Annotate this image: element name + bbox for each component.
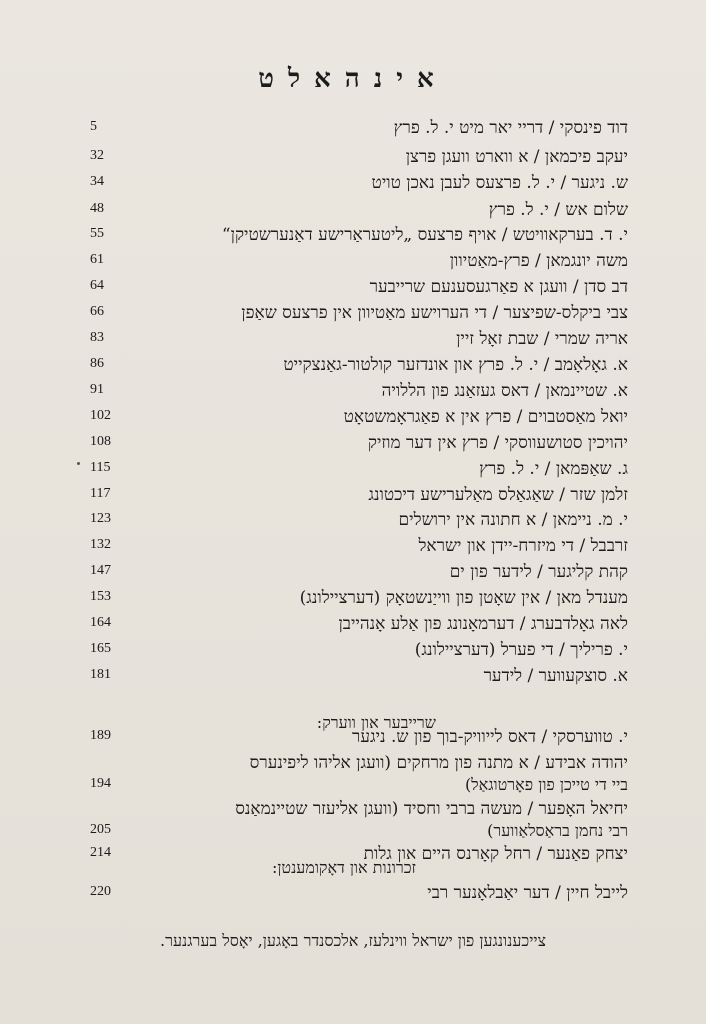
toc-page-number: 194 [90, 776, 111, 791]
toc-page-number: 66 [90, 304, 104, 319]
toc-row [80, 380, 628, 406]
toc-entry-title: יחיאל האָפער / מעשה ברבי וחסיד (וועגן אליעזר שטיינמאַנס [235, 799, 628, 819]
toc-page-number: 132 [90, 537, 111, 552]
toc-row [80, 328, 628, 354]
toc-entry-subtitle: רבי נחמן בראַסלאַווער) [487, 821, 628, 840]
toc-row [80, 432, 628, 458]
toc-entry-title: קהת קליגער / לידער פון ים [449, 562, 628, 582]
toc-entry-title: שלום אש / י. ל. פרץ [488, 200, 628, 220]
toc-entry-title: ג. שאַפּמאן / י. ל. פרץ [479, 459, 628, 479]
toc-page-number: 32 [90, 148, 104, 163]
toc-entry-title: לאה גאָלדבערג / דערמאָנונג פון אַלע אָנהייבן [338, 614, 628, 634]
toc-entry-title: יהויכין סטושעווסקי / פרץ אין דער מוזיק [367, 433, 628, 453]
toc-entry-title: דוד פינסקי / דריי יאר מיט י. ל. פרץ [393, 118, 628, 138]
toc-entry-title: מענדל מאן / אין שאָטן פון ווייַנשטאָק (דערציילונג) [299, 588, 628, 608]
toc-page-number: 108 [90, 434, 111, 449]
toc-page-number: 64 [90, 278, 104, 293]
toc-page-number: 5 [90, 119, 97, 134]
toc-entry-title: זרבבל / די מיזרח-יידן און ישראל [418, 536, 628, 556]
toc-entry-title: לייבל חיין / דער יאַבלאָנער רבי [427, 883, 628, 903]
toc-page-number: 34 [90, 174, 104, 189]
toc-page-number: 102 [90, 408, 111, 423]
toc-row [80, 882, 628, 908]
toc-row [80, 276, 628, 302]
toc-page-number: 123 [90, 511, 111, 526]
toc-entry-title: י. מ. ניימאן / א חתונה אין ירושלים [398, 510, 628, 530]
toc-row [80, 613, 628, 639]
section-heading-writers: שרייבער און ווערק: [316, 713, 436, 732]
toc-row [80, 665, 628, 691]
toc-page-number: 117 [90, 486, 111, 501]
toc-page-number: 48 [90, 201, 104, 216]
toc-row [80, 458, 628, 484]
toc-row [80, 406, 628, 432]
toc-row [80, 561, 628, 587]
toc-page-number: 83 [90, 330, 104, 345]
toc-page-number: 220 [90, 884, 111, 899]
toc-page-number: 214 [90, 845, 111, 860]
toc-page-number: 189 [90, 728, 111, 743]
toc-row [80, 798, 628, 840]
toc-row [80, 535, 628, 561]
toc-entry-title: דב סדן / וועגן א פאַרגעסענעם שרייבער [369, 277, 628, 297]
toc-row [80, 172, 628, 198]
toc-entry-title: יואל מאַסטבוים / פרץ אין א פאַגראָמשטאָט [343, 407, 628, 427]
toc-row [80, 509, 628, 535]
toc-row [80, 752, 628, 794]
toc-page-number: 86 [90, 356, 104, 371]
toc-entry-title: אריה שמרי / שבת זאָל זיין [456, 329, 628, 349]
toc-entry-title: יעקב פיכמאן / א ווארט וועגן פרצן [405, 147, 628, 167]
toc-page-number: 165 [90, 641, 111, 656]
toc-row [80, 117, 628, 143]
toc-row [80, 587, 628, 613]
toc-entry-title: ש. ניגער / י. ל. פרצעס לעבן נאכן טויט [371, 173, 628, 193]
toc-row [80, 639, 628, 665]
toc-row [80, 484, 628, 510]
toc-page-number: 181 [90, 667, 111, 682]
section-heading-memoirs: זכרונות און דאָקומענטן: [271, 858, 416, 877]
toc-page-number: 205 [90, 822, 111, 837]
toc-page-number: 61 [90, 252, 104, 267]
page-title: אינהאלט [258, 64, 448, 94]
toc-entry-title: יצחק פאַנער / רחל קאָרנס היים און גלות [363, 844, 628, 864]
toc-entry-title: זלמן שזר / שאַגאַלס מאַלערישע דיכטונג [368, 485, 628, 505]
toc-page-number: 55 [90, 226, 104, 241]
toc-entry-title: י. ד. בערקאוויטש / אויף פרצעס „ליטעראַרישע דאַנערשטיקן“ [221, 225, 628, 245]
toc-entry-title: י. טווערסקי / דאס לייוויק-בוך פון ש. ניגער [352, 727, 628, 747]
toc-page-number: 147 [90, 563, 111, 578]
toc-row [80, 146, 628, 172]
toc-entry-title: י. פריליך / די פערל (דערציילונג) [414, 640, 628, 660]
toc-row [80, 354, 628, 380]
toc-entry-title: יהודה אבידע / א מתנה פון מרחקים (וועגן אליהו ליפינערס [249, 753, 628, 773]
toc-entry-title: א. שטיינמאן / דאס געזאַנג פון הללויה [381, 381, 628, 401]
page-speck [77, 462, 80, 465]
toc-page-number: 91 [90, 382, 104, 397]
toc-entry-title: א. סוצקעווער / לידער [483, 666, 628, 686]
toc-entry-subtitle: ביי די טייכן פון פאָרטוגאַל) [464, 775, 628, 794]
toc-row [80, 250, 628, 276]
toc-entry-title: משה יונגמאן / פרץ-מאַטיוון [449, 251, 628, 271]
toc-row [80, 302, 628, 328]
toc-page-number: 164 [90, 615, 111, 630]
toc-row [80, 224, 628, 250]
toc-row [80, 199, 628, 225]
illustrations-credit: צייכענונגען פון ישראל ווינלעז, אלכסנדר באָגען, יאָסל בערגנער. [160, 931, 546, 950]
toc-page-number: 153 [90, 589, 111, 604]
toc-entry-title: צבי ביקלס-שפיצער / די הערוישע מאַטיוון אין פרצעס שאַפן [241, 303, 628, 323]
toc-page-number: 115 [90, 460, 111, 475]
toc-entry-title: א. גאָלאָמב / י. ל. פרץ און אונדזער קולטור-גאַנצקייט [283, 355, 628, 375]
